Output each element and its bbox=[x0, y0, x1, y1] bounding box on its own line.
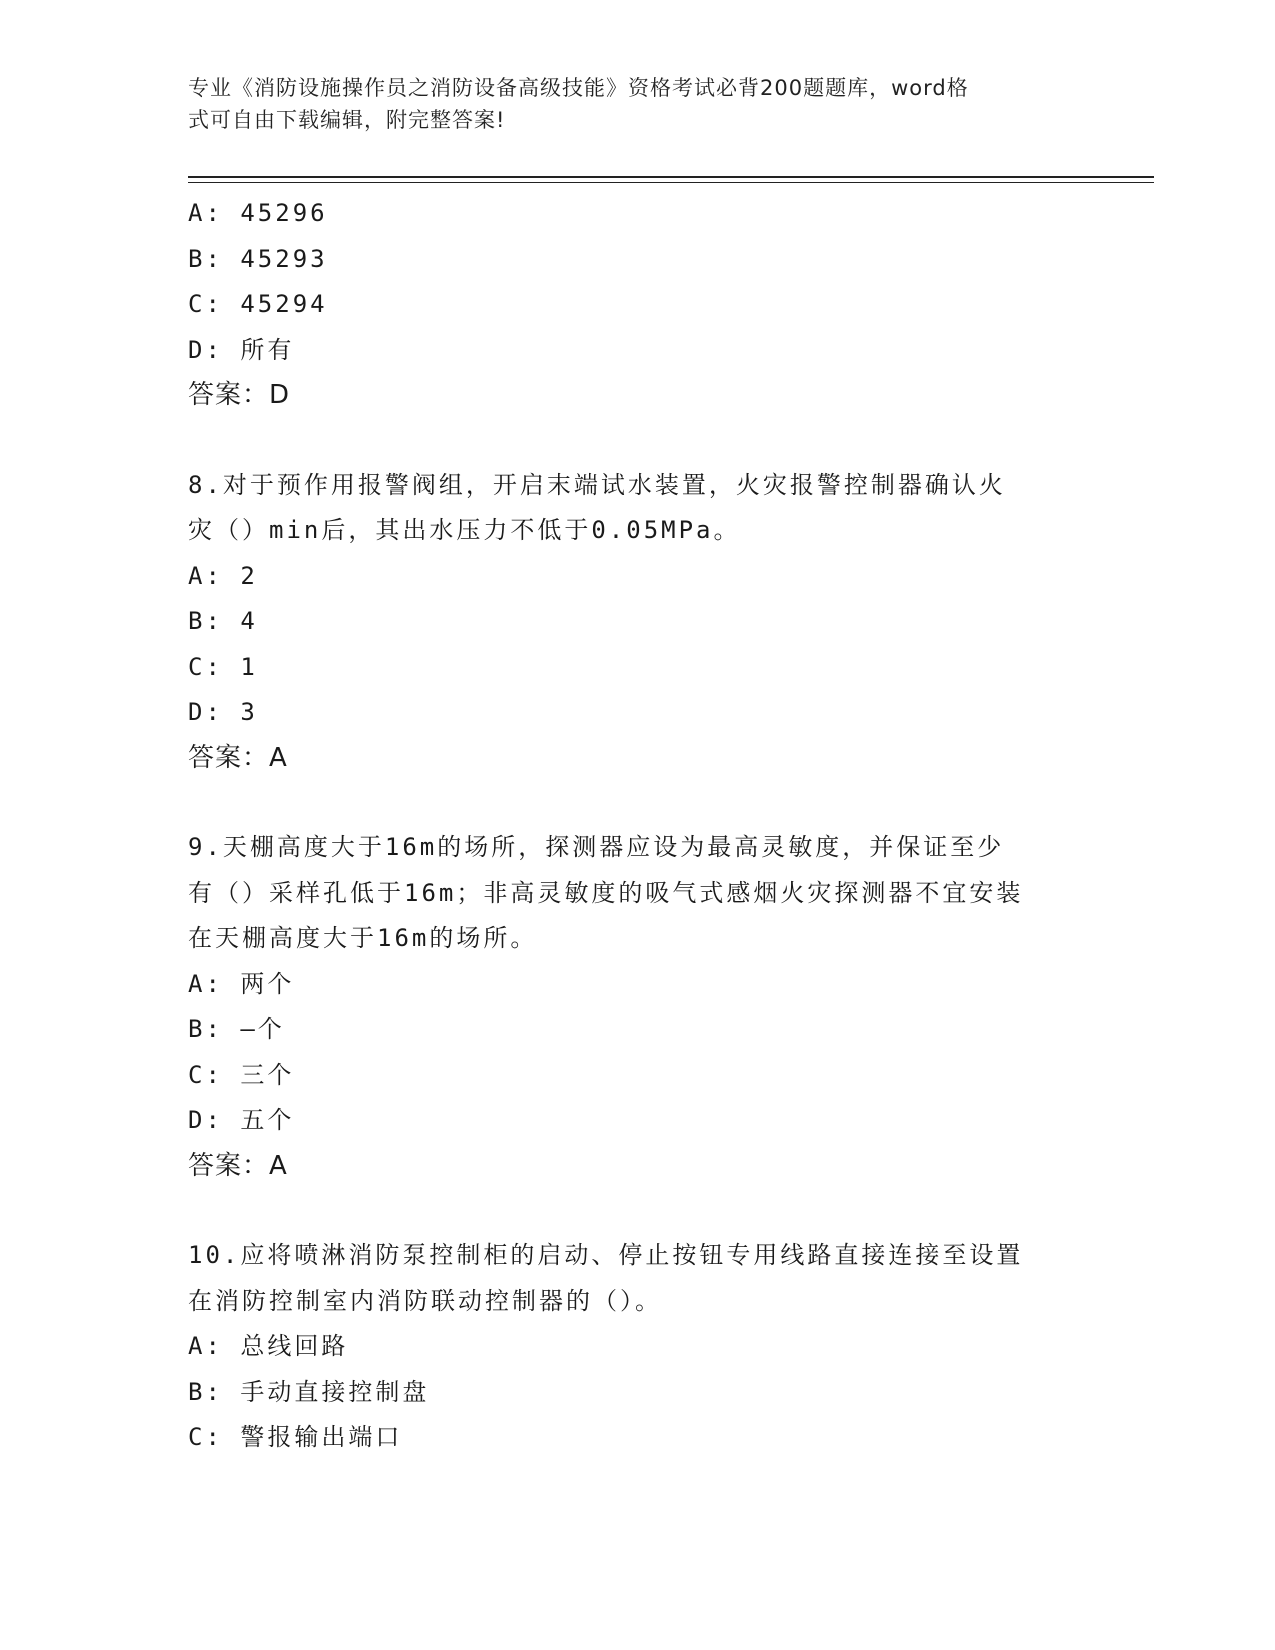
q7-option-a: A: 45296 bbox=[188, 199, 328, 227]
q8-answer: 答案：A bbox=[188, 742, 288, 773]
question-8 bbox=[188, 463, 1088, 782]
q7-answer: 答案：D bbox=[188, 380, 291, 410]
q9-option-d: D: 五个 bbox=[188, 1106, 295, 1134]
q8-stem-line-2: 灾（）min后，其出水压力不低于0.05MPa。 bbox=[188, 516, 741, 544]
question-list bbox=[188, 191, 1088, 1461]
q7-option-c: C: 45294 bbox=[188, 290, 328, 318]
q9-option-a: A: 两个 bbox=[188, 969, 295, 998]
page-header bbox=[188, 72, 1068, 136]
q8-option-b: B: 4 bbox=[188, 607, 258, 635]
header-line-2: 式可自由下载编辑，附完整答案! bbox=[188, 108, 506, 132]
q10-option-a: A: 总线回路 bbox=[188, 1332, 349, 1360]
spacer bbox=[188, 781, 1088, 825]
q9-stem-line-1: 9.天棚高度大于16m的场所，探测器应设为最高灵敏度，并保证至少 bbox=[188, 833, 1005, 861]
header-rule-thin bbox=[188, 182, 1154, 183]
q9-stem-line-2: 有（）采样孔低于16m；非高灵敏度的吸气式感烟火灾探测器不宜安装 bbox=[188, 878, 1024, 907]
q8-option-c: C: 1 bbox=[188, 652, 258, 681]
q9-option-b: B: —个 bbox=[188, 1015, 285, 1043]
q10-option-b: B: 手动直接控制盘 bbox=[188, 1377, 430, 1406]
header-line-1: 专业《消防设施操作员之消防设备高级技能》资格考试必背200题题库，word格 bbox=[188, 76, 969, 100]
question-7 bbox=[188, 191, 1088, 419]
q9-option-c: C: 三个 bbox=[188, 1060, 295, 1089]
q9-stem-line-3: 在天棚高度大于16m的场所。 bbox=[188, 924, 538, 952]
q7-option-d: D: 所有 bbox=[188, 335, 295, 364]
q9-answer: 答案：A bbox=[188, 1150, 288, 1181]
spacer bbox=[188, 419, 1088, 463]
spacer bbox=[188, 1189, 1088, 1233]
q10-stem-line-1: 10.应将喷淋消防泵控制柜的启动、停止按钮专用线路直接连接至设置 bbox=[188, 1241, 1024, 1269]
q10-option-c: C: 警报输出端口 bbox=[188, 1423, 403, 1451]
q8-option-a: A: 2 bbox=[188, 561, 258, 590]
q8-option-d: D: 3 bbox=[188, 698, 258, 726]
header-rule-thick bbox=[188, 176, 1154, 178]
question-9 bbox=[188, 825, 1088, 1189]
q8-stem-line-1: 8.对于预作用报警阀组，开启末端试水装置，火灾报警控制器确认火 bbox=[188, 470, 1006, 499]
q7-option-b: B: 45293 bbox=[188, 244, 328, 273]
q10-stem-line-2: 在消防控制室内消防联动控制器的（）。 bbox=[188, 1286, 662, 1315]
question-10 bbox=[188, 1233, 1088, 1461]
